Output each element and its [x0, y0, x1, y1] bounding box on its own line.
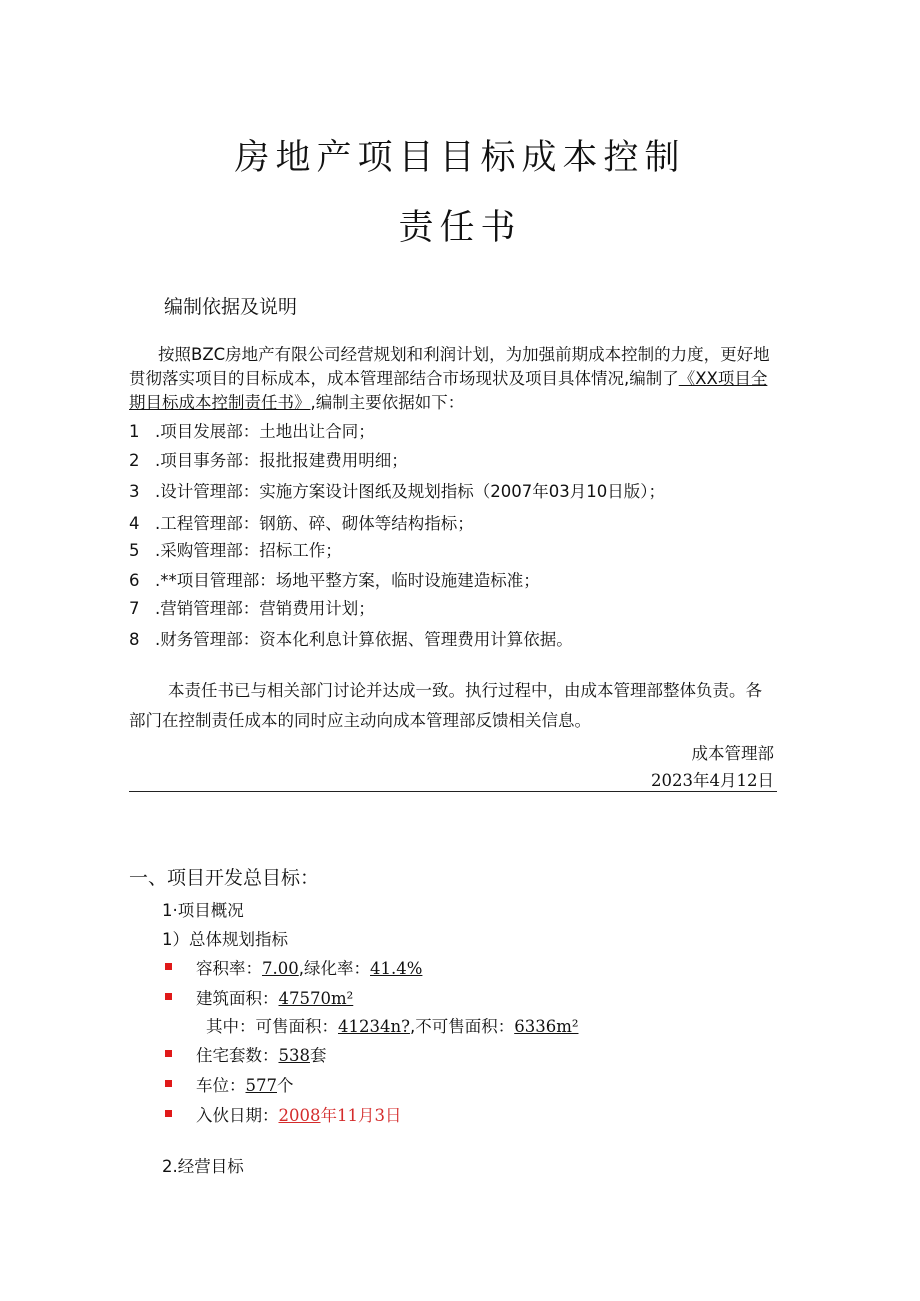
bullet-parking: 车位：577个 [196, 1076, 294, 1095]
closing-line-2: 部门在控制责任成本的同时应主动向成本管理部反馈相关信息。 [129, 711, 591, 730]
subheading-planning-indicators: 1）总体规划指标 [162, 930, 288, 949]
list-item: 5 .采购管理部：招标工作； [129, 541, 342, 560]
value-move-in-date: 年11月3日 [320, 1106, 402, 1125]
document-title-line2: 责任书 [398, 208, 522, 248]
value-nonsaleable: 6336m² [514, 1017, 579, 1036]
closing-line-1: 本责任书已与相关部门讨论并达成一致。执行过程中，由成本管理部整体负责。各 [168, 681, 762, 700]
bullet-move-in-date: 入伙日期：2008年11月3日 [196, 1106, 402, 1125]
list-item: 4 .工程管理部：钢筋、碎、砌体等结构指标； [129, 514, 474, 533]
bullet-icon [165, 1080, 172, 1087]
list-item: 6 .**项目管理部：场地平整方案，临时设施建造标准； [129, 571, 540, 590]
bullet-housing: 住宅套数：538套 [196, 1046, 327, 1065]
bullet-icon [165, 1110, 172, 1117]
bullet-far-green: 容积率：7.00,绿化率：41.4% [196, 959, 423, 978]
section-heading-basis: 编制依据及说明 [164, 296, 298, 318]
list-item: 3 .设计管理部：实施方案设计图纸及规划指标（2007年03月10日版）； [129, 482, 665, 501]
list-item: 1 .项目发展部：土地出让合同； [129, 422, 375, 441]
intro-line-3 [129, 389, 464, 417]
document-reference-link-cont: 期目标成本控制责任书》 [129, 393, 311, 412]
value-far: 7.00 [262, 959, 299, 978]
bullet-icon [165, 963, 172, 970]
bullet-building-area: 建筑面积：47570m² [196, 989, 354, 1008]
list-item: 2 .项目事务部：报批报建费用明细； [129, 451, 408, 470]
document-reference-link: 《XX项目全 [678, 369, 768, 388]
subheading-project-overview: 1·项目概况 [162, 901, 244, 920]
document-title-line1: 房地产项目目标成本控制 [234, 138, 686, 178]
value-saleable: 41234n? [338, 1017, 410, 1036]
value-move-in-year: 2008 [278, 1106, 321, 1125]
value-parking: 577 [245, 1076, 277, 1095]
value-area: 47570m² [278, 989, 354, 1008]
signature-dept: 成本管理部 [691, 744, 774, 763]
list-item: 7 .营销管理部：营销费用计划； [129, 599, 375, 618]
bullet-icon [165, 1050, 172, 1057]
value-green: 41.4% [370, 959, 423, 978]
bullet-icon [165, 993, 172, 1000]
section-heading-goals: 一、项目开发总目标： [129, 867, 320, 889]
intro-line-1: 按照BZC房地产有限公司经营规划和利润计划，为加强前期成本控制的力度，更好地 [158, 345, 770, 364]
intro-text-end: ,编制主要依据如下： [310, 393, 465, 412]
value-housing: 538 [278, 1046, 310, 1065]
area-breakdown: 其中：可售面积：41234n?,不可售面积：6336m² [206, 1017, 579, 1036]
intro-text: 贯彻落实项目的目标成本，成本管理部结合市场现状及项目具体情况,编制了 [129, 369, 679, 388]
subheading-business-goals: 2.经营目标 [162, 1157, 244, 1176]
divider-line [129, 791, 777, 792]
list-item: 8 .财务管理部：资本化利息计算依据、管理费用计算依据。 [129, 630, 573, 649]
signature-date: 2023年4月12日 [651, 771, 774, 790]
